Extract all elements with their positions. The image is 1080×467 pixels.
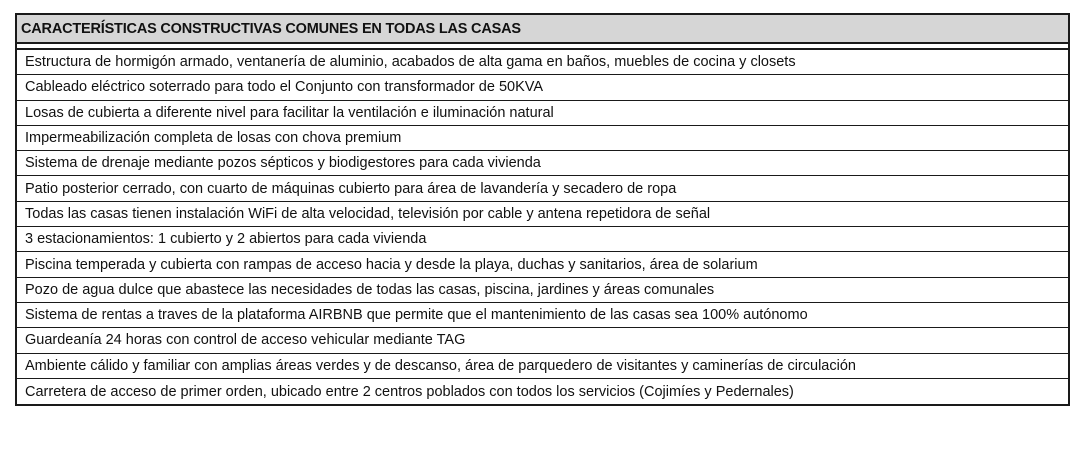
- table-row: Carretera de acceso de primer orden, ubicado entre 2 centros poblados con todos los servicios (Cojimíes y Pedernales): [25, 383, 794, 400]
- table-header: CARACTERÍSTICAS CONSTRUCTIVAS COMUNES EN TODAS LAS CASAS: [17, 15, 1068, 44]
- table-row: Losas de cubierta a diferente nivel para facilitar la ventilación e iluminación natural: [17, 101, 1068, 126]
- features-table: [15, 13, 1070, 406]
- table-row: Pozo de agua dulce que abastece las necesidades de todas las casas, piscina, jardines y áreas comunales: [17, 278, 1068, 303]
- table-row: Estructura de hormigón armado, ventanería de aluminio, acabados de alta gama en baños, muebles de cocina y closets: [17, 50, 1068, 75]
- table-row: Impermeabilización completa de losas con chova premium: [17, 126, 1068, 151]
- table-row: Cableado eléctrico soterrado para todo el Conjunto con transformador de 50KVA: [17, 75, 1068, 100]
- table-row: Sistema de drenaje mediante pozos sépticos y biodigestores para cada vivienda: [17, 151, 1068, 176]
- table-row: Todas las casas tienen instalación WiFi de alta velocidad, televisión por cable y antena repetidora de señal: [17, 202, 1068, 227]
- table-row: Sistema de rentas a traves de la plataforma AIRBNB que permite que el mantenimiento de las casas sea 100% autónomo: [17, 303, 1068, 328]
- table-row: 3 estacionamientos: 1 cubierto y 2 abiertos para cada vivienda: [17, 227, 1068, 252]
- table-row: Guardeanía 24 horas con control de acceso vehicular mediante TAG: [17, 328, 1068, 353]
- table-row: Patio posterior cerrado, con cuarto de máquinas cubierto para área de lavandería y secadero de ropa: [17, 176, 1068, 201]
- table-row: Ambiente cálido y familiar con amplias áreas verdes y de descanso, área de parquedero de visitantes y caminerías de circulación: [17, 354, 1068, 379]
- table-row: Piscina temperada y cubierta con rampas de acceso hacia y desde la playa, duchas y sanitarios, área de solarium: [17, 252, 1068, 277]
